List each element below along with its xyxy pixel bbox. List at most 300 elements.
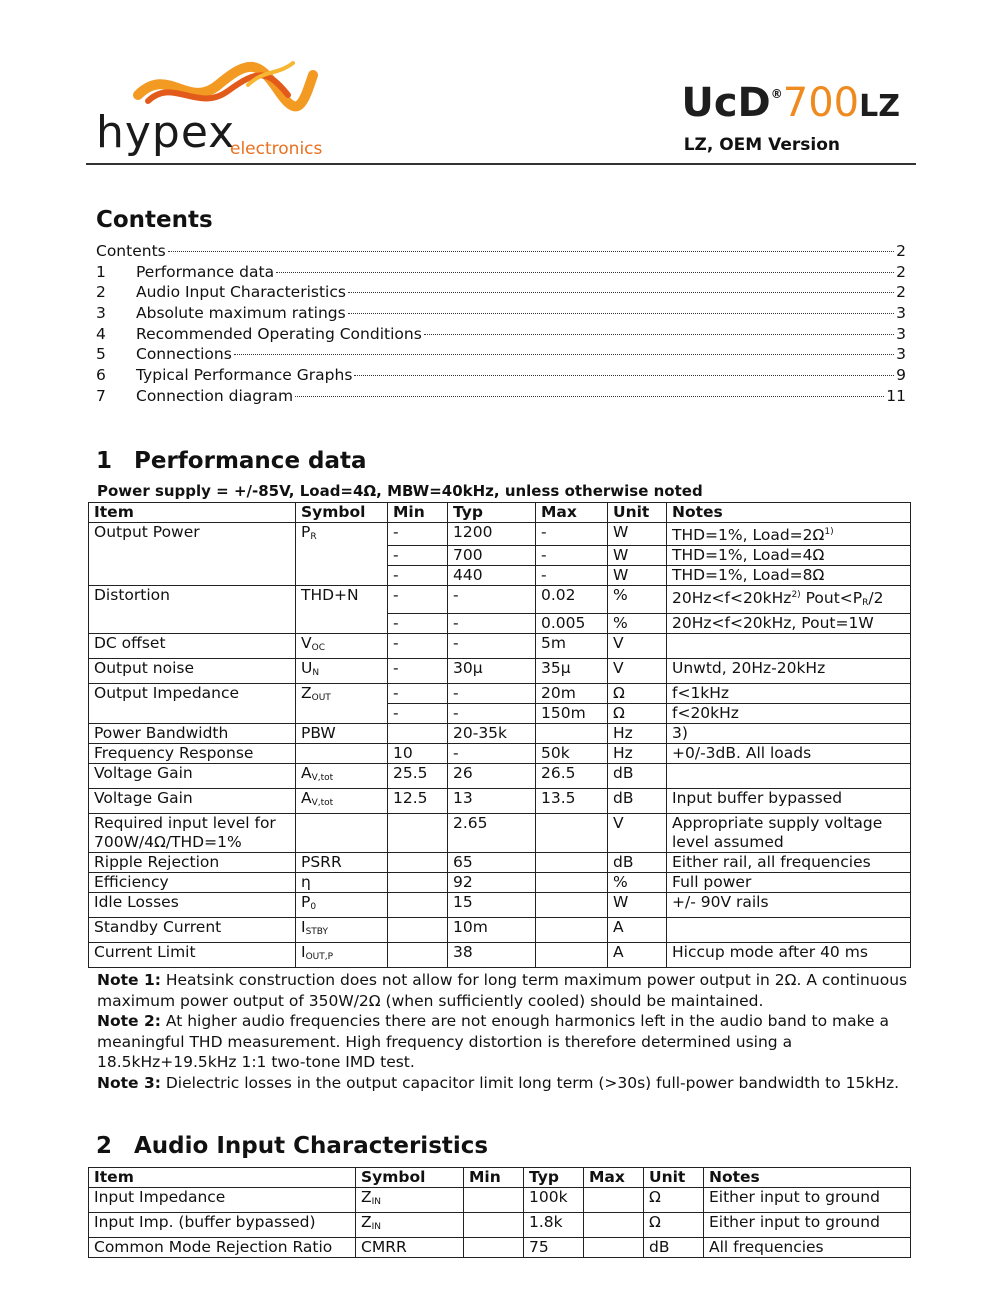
notes-text: Unwtd, 20Hz-20kHz <box>672 659 826 678</box>
min-cell <box>464 1238 524 1258</box>
section-1-heading <box>96 448 367 474</box>
max-cell: 13.5 <box>536 789 608 814</box>
notes-text: 20Hz<f<20kHz <box>672 589 792 608</box>
toc-entry[interactable] <box>96 325 906 346</box>
symbol-text: CMRR <box>361 1238 407 1256</box>
toc-leader <box>276 272 894 273</box>
table-row <box>89 586 911 614</box>
table-of-contents <box>96 242 906 408</box>
toc-entry[interactable] <box>96 387 906 408</box>
item-cell: Frequency Response <box>89 744 296 764</box>
footnote-label: Note 3: <box>97 1073 161 1092</box>
toc-number: 4 <box>96 324 106 343</box>
product-brand <box>681 72 900 155</box>
toc-number: 3 <box>96 304 106 323</box>
footnote <box>97 1073 912 1094</box>
typ-cell: - <box>448 634 536 659</box>
symbol-cell <box>296 764 388 789</box>
min-cell: - <box>388 659 448 684</box>
notes-text: Either rail, all frequencies <box>672 853 871 872</box>
min-cell <box>388 943 448 968</box>
symbol-subscript: V,tot <box>311 773 334 784</box>
toc-page: 9 <box>896 366 906 385</box>
max-cell: - <box>536 523 608 546</box>
typ-cell: 38 <box>448 943 536 968</box>
unit-cell: dB <box>644 1238 704 1258</box>
unit-cell: dB <box>608 789 667 814</box>
notes-cell <box>667 704 911 724</box>
symbol-cell <box>296 586 388 634</box>
item-cell: Common Mode Rejection Ratio <box>89 1238 356 1258</box>
item-cell: Voltage Gain <box>89 789 296 814</box>
notes-cell <box>667 814 911 853</box>
footnote-label: Note 2: <box>97 1012 161 1030</box>
unit-cell: Ω <box>644 1188 704 1213</box>
typ-cell: 92 <box>448 873 536 893</box>
toc-leader <box>354 375 894 376</box>
item-cell: Input Imp. (buffer bypassed) <box>89 1213 356 1238</box>
unit-cell: Hz <box>608 744 667 764</box>
table-row <box>89 873 911 893</box>
symbol-text: U <box>301 659 313 678</box>
unit-cell: V <box>608 634 667 659</box>
unit-cell: W <box>608 893 667 918</box>
table-row <box>89 659 911 684</box>
toc-page: 2 <box>896 242 906 260</box>
table-header-row <box>89 1168 911 1188</box>
min-cell: 12.5 <box>388 789 448 814</box>
item-cell: Current Limit <box>89 943 296 968</box>
table-row <box>89 814 911 853</box>
notes-cell: All frequencies <box>704 1238 911 1258</box>
notes-text: Appropriate supply voltage level assumed <box>672 814 883 852</box>
symbol-cell <box>296 789 388 814</box>
notes-cell <box>667 943 911 968</box>
toc-page: 3 <box>896 304 906 323</box>
toc-label: Contents <box>96 242 166 260</box>
symbol-subscript: IN <box>371 1197 382 1207</box>
notes-text: 3) <box>672 724 688 743</box>
unit-cell: W <box>608 566 667 586</box>
typ-cell: 1.8k <box>524 1213 584 1238</box>
notes-cell <box>667 684 911 704</box>
symbol-subscript: N <box>312 668 320 679</box>
toc-number: 7 <box>96 386 106 405</box>
logo-subtext: electronics <box>230 139 323 159</box>
notes-text: Input buffer bypassed <box>672 789 843 808</box>
symbol-subscript: V,tot <box>311 798 334 809</box>
min-cell <box>464 1213 524 1238</box>
power-supply-conditions: Power supply = +/-85V, Load=4Ω, MBW=40kHz, unless otherwise noted <box>97 482 703 500</box>
min-cell <box>464 1188 524 1213</box>
notes-cell <box>667 893 911 918</box>
toc-label: Connection diagram <box>136 386 294 405</box>
item-cell: Output noise <box>89 659 296 684</box>
symbol-cell <box>296 853 388 873</box>
section-1-title: Performance data <box>134 448 367 474</box>
product-suffix: LZ <box>859 89 900 124</box>
section-2-number: 2 <box>96 1133 113 1159</box>
toc-number: 6 <box>96 366 106 385</box>
min-cell: - <box>388 566 448 586</box>
unit-cell: dB <box>608 764 667 789</box>
notes-text: +/- 90V rails <box>672 893 769 912</box>
item-cell: DC offset <box>89 634 296 659</box>
unit-cell: A <box>608 918 667 943</box>
registered-mark: ® <box>770 87 783 101</box>
performance-notes <box>97 970 912 1093</box>
symbol-text: P <box>301 893 311 912</box>
typ-cell: 100k <box>524 1188 584 1213</box>
item-cell: Distortion <box>89 586 296 634</box>
section-1-number: 1 <box>96 448 113 474</box>
column-header: Max <box>584 1168 644 1188</box>
symbol-cell <box>296 943 388 968</box>
max-cell: - <box>536 566 608 586</box>
item-cell: Required input level for 700W/4Ω/THD=1% <box>89 814 296 853</box>
max-cell <box>536 873 608 893</box>
toc-leader <box>348 292 894 293</box>
symbol-cell <box>356 1238 464 1258</box>
unit-cell: V <box>608 814 667 853</box>
item-cell: Output Power <box>89 523 296 586</box>
unit-cell: % <box>608 586 667 614</box>
symbol-cell <box>296 744 388 764</box>
symbol-text: A <box>301 789 312 808</box>
symbol-text: P <box>301 523 311 541</box>
product-subtitle: LZ, OEM Version <box>683 135 840 155</box>
column-header: Symbol <box>356 1168 464 1188</box>
notes-text: 20Hz<f<20kHz, Pout=1W <box>672 614 874 633</box>
max-cell: 0.02 <box>536 586 608 614</box>
max-cell <box>584 1188 644 1213</box>
unit-cell: % <box>608 873 667 893</box>
column-header: Notes <box>704 1168 911 1188</box>
column-header: Typ <box>448 503 536 523</box>
typ-cell: 2.65 <box>448 814 536 853</box>
symbol-text: Z <box>361 1213 372 1231</box>
min-cell <box>388 853 448 873</box>
notes-cell: Either input to ground <box>704 1188 911 1213</box>
max-cell <box>536 814 608 853</box>
max-cell <box>536 724 608 744</box>
notes-cell <box>667 789 911 814</box>
product-prefix: UcD <box>681 80 771 126</box>
column-header: Min <box>388 503 448 523</box>
header-divider <box>86 163 916 165</box>
toc-page: 2 <box>896 283 906 302</box>
min-cell: - <box>388 704 448 724</box>
max-cell <box>536 853 608 873</box>
table-row <box>89 1213 911 1238</box>
table-row <box>89 764 911 789</box>
notes-text: THD=1%, Load=4Ω <box>672 546 825 565</box>
footnote-label: Note 1: <box>97 971 161 989</box>
notes-subscript: R <box>862 598 869 609</box>
typ-cell: 1200 <box>448 523 536 546</box>
symbol-cell <box>296 523 388 586</box>
symbol-subscript: STBY <box>305 927 328 938</box>
toc-entry[interactable] <box>96 345 906 366</box>
symbol-text: A <box>301 764 312 783</box>
notes-tail: Pout<P <box>800 589 863 608</box>
toc-entry[interactable] <box>96 366 906 387</box>
typ-cell: 10m <box>448 918 536 943</box>
column-header: Unit <box>608 503 667 523</box>
typ-cell: - <box>448 586 536 614</box>
unit-cell: A <box>608 943 667 968</box>
typ-cell: 440 <box>448 566 536 586</box>
toc-number: 2 <box>96 283 106 302</box>
notes-cell <box>667 586 911 614</box>
symbol-cell <box>356 1213 464 1238</box>
performance-table <box>88 502 911 968</box>
notes-cell: Either input to ground <box>704 1213 911 1238</box>
notes-text: THD=1%, Load=2Ω <box>672 526 825 545</box>
max-cell: 0.005 <box>536 614 608 634</box>
max-cell <box>536 943 608 968</box>
toc-label: Recommended Operating Conditions <box>136 324 422 343</box>
notes-cell <box>667 659 911 684</box>
symbol-cell <box>296 659 388 684</box>
toc-page: 2 <box>896 262 906 281</box>
typ-cell: 65 <box>448 853 536 873</box>
table-row <box>89 943 911 968</box>
min-cell: - <box>388 634 448 659</box>
toc-leader <box>295 396 884 397</box>
notes-cell <box>667 873 911 893</box>
symbol-subscript: OC <box>311 643 325 654</box>
min-cell: 10 <box>388 744 448 764</box>
typ-cell: - <box>448 614 536 634</box>
unit-cell: W <box>608 523 667 546</box>
notes-cell <box>667 853 911 873</box>
symbol-cell <box>296 893 388 918</box>
unit-cell: Hz <box>608 724 667 744</box>
toc-leader <box>168 251 894 252</box>
footnote-text: At higher audio frequencies there are not enough harmonics left in the audio band to make a meaningful THD measurement. High frequency distortion is therefore determined using a 18.5kHz+19.5kHz 1:1 two-tone IMD test. <box>97 1012 889 1071</box>
footnote-ref: 1) <box>824 527 834 537</box>
min-cell: - <box>388 684 448 704</box>
symbol-cell <box>296 873 388 893</box>
toc-page: 11 <box>886 386 906 405</box>
symbol-text: PSRR <box>301 853 342 872</box>
min-cell: - <box>388 614 448 634</box>
min-cell: - <box>388 586 448 614</box>
notes-cell <box>667 614 911 634</box>
table-header-row <box>89 503 911 523</box>
symbol-cell <box>296 814 388 853</box>
footnote <box>97 970 912 1011</box>
column-header: Min <box>464 1168 524 1188</box>
symbol-text: PBW <box>301 724 336 743</box>
symbol-text: Z <box>361 1188 372 1206</box>
table-row <box>89 893 911 918</box>
footnote-text: Heatsink construction does not allow for long term maximum power output in 2Ω. A continuous maximum power output of 350W/2Ω (when sufficiently cooled) should be maintained. <box>97 971 908 1010</box>
symbol-subscript: R <box>310 532 317 542</box>
item-cell: Efficiency <box>89 873 296 893</box>
min-cell <box>388 814 448 853</box>
max-cell: 35µ <box>536 659 608 684</box>
min-cell: - <box>388 523 448 546</box>
notes-cell <box>667 744 911 764</box>
typ-cell: 75 <box>524 1238 584 1258</box>
toc-entry[interactable] <box>96 283 906 304</box>
notes-cell <box>667 566 911 586</box>
typ-cell: 15 <box>448 893 536 918</box>
table-row <box>89 1238 911 1258</box>
symbol-subscript: OUT <box>311 693 331 704</box>
item-cell: Standby Current <box>89 918 296 943</box>
item-cell: Input Impedance <box>89 1188 356 1213</box>
unit-cell: Ω <box>644 1213 704 1238</box>
symbol-subscript: OUT,P <box>305 952 334 963</box>
typ-cell: 30µ <box>448 659 536 684</box>
notes-cell <box>667 523 911 546</box>
column-header: Item <box>89 503 296 523</box>
table-row <box>89 684 911 704</box>
symbol-text: V <box>301 634 312 653</box>
min-cell: - <box>388 546 448 566</box>
product-name <box>681 72 900 129</box>
max-cell <box>536 893 608 918</box>
typ-cell: - <box>448 704 536 724</box>
logo-wordmark: hypex <box>96 107 236 158</box>
unit-cell: % <box>608 614 667 634</box>
notes-text: +0/-3dB. All loads <box>672 744 812 763</box>
typ-cell: 26 <box>448 764 536 789</box>
max-cell <box>584 1213 644 1238</box>
notes-end: /2 <box>868 589 884 608</box>
max-cell: - <box>536 546 608 566</box>
notes-cell <box>667 724 911 744</box>
notes-cell <box>667 546 911 566</box>
toc-number: 5 <box>96 345 106 364</box>
toc-number: 1 <box>96 262 106 281</box>
symbol-cell <box>296 918 388 943</box>
min-cell: 25.5 <box>388 764 448 789</box>
typ-cell: - <box>448 744 536 764</box>
table-row <box>89 724 911 744</box>
symbol-text: THD+N <box>301 586 359 605</box>
max-cell: 26.5 <box>536 764 608 789</box>
toc-entry[interactable] <box>96 304 906 325</box>
product-number: 700 <box>782 80 860 126</box>
unit-cell: Ω <box>608 704 667 724</box>
unit-cell: dB <box>608 853 667 873</box>
toc-leader <box>234 354 894 355</box>
column-header: Notes <box>667 503 911 523</box>
notes-text: f<20kHz <box>672 704 739 723</box>
footnote-text: Dielectric losses in the output capacitor limit long term (>30s) full-power bandwidth to 15kHz. <box>160 1073 900 1092</box>
footnote <box>97 1011 912 1073</box>
symbol-subscript: IN <box>371 1222 382 1232</box>
logo-wave-icon <box>128 55 378 115</box>
table-row <box>89 523 911 546</box>
symbol-cell <box>296 634 388 659</box>
typ-cell: 20-35k <box>448 724 536 744</box>
typ-cell: 13 <box>448 789 536 814</box>
table-row <box>89 634 911 659</box>
column-header: Unit <box>644 1168 704 1188</box>
section-2-title: Audio Input Characteristics <box>134 1133 489 1159</box>
notes-cell <box>667 764 911 789</box>
toc-leader <box>424 334 894 335</box>
min-cell <box>388 873 448 893</box>
section-2-heading <box>96 1133 488 1159</box>
item-cell: Voltage Gain <box>89 764 296 789</box>
max-cell: 50k <box>536 744 608 764</box>
typ-cell: - <box>448 684 536 704</box>
unit-cell: W <box>608 546 667 566</box>
max-cell: 20m <box>536 684 608 704</box>
toc-entry[interactable] <box>96 242 906 263</box>
toc-label: Absolute maximum ratings <box>136 304 346 323</box>
notes-cell <box>667 918 911 943</box>
min-cell <box>388 893 448 918</box>
column-header: Typ <box>524 1168 584 1188</box>
toc-entry[interactable] <box>96 263 906 284</box>
footnote-ref: 2) <box>791 590 801 601</box>
symbol-text: η <box>301 873 311 892</box>
symbol-text: I <box>301 943 306 962</box>
item-cell: Output Impedance <box>89 684 296 724</box>
symbol-subscript: 0 <box>310 902 317 913</box>
max-cell <box>584 1238 644 1258</box>
toc-leader <box>348 313 894 314</box>
column-header: Item <box>89 1168 356 1188</box>
item-cell: Idle Losses <box>89 893 296 918</box>
audio-input-table <box>88 1167 911 1258</box>
item-cell: Power Bandwidth <box>89 724 296 744</box>
notes-cell <box>667 634 911 659</box>
table-row <box>89 918 911 943</box>
notes-text: THD=1%, Load=8Ω <box>672 566 825 585</box>
table-row <box>89 789 911 814</box>
symbol-cell <box>296 684 388 724</box>
item-cell: Ripple Rejection <box>89 853 296 873</box>
symbol-cell <box>356 1188 464 1213</box>
typ-cell: 700 <box>448 546 536 566</box>
max-cell: 150m <box>536 704 608 724</box>
notes-text: Hiccup mode after 40 ms <box>672 943 868 962</box>
table-row <box>89 744 911 764</box>
max-cell <box>536 918 608 943</box>
max-cell: 5m <box>536 634 608 659</box>
notes-text: Full power <box>672 873 752 892</box>
unit-cell: V <box>608 659 667 684</box>
table-row <box>89 853 911 873</box>
toc-page: 3 <box>896 324 906 343</box>
table-row <box>89 1188 911 1213</box>
toc-label: Typical Performance Graphs <box>136 366 353 385</box>
toc-label: Audio Input Characteristics <box>136 283 346 302</box>
toc-page: 3 <box>896 345 906 364</box>
min-cell <box>388 724 448 744</box>
symbol-cell <box>296 724 388 744</box>
symbol-text: I <box>301 918 306 937</box>
column-header: Symbol <box>296 503 388 523</box>
column-header: Max <box>536 503 608 523</box>
unit-cell: Ω <box>608 684 667 704</box>
toc-label: Performance data <box>136 262 275 281</box>
symbol-text: Z <box>301 684 312 703</box>
hypex-logo <box>88 55 338 165</box>
contents-heading: Contents <box>96 207 213 233</box>
toc-label: Connections <box>136 345 232 364</box>
notes-text: f<1kHz <box>672 684 730 703</box>
min-cell <box>388 918 448 943</box>
